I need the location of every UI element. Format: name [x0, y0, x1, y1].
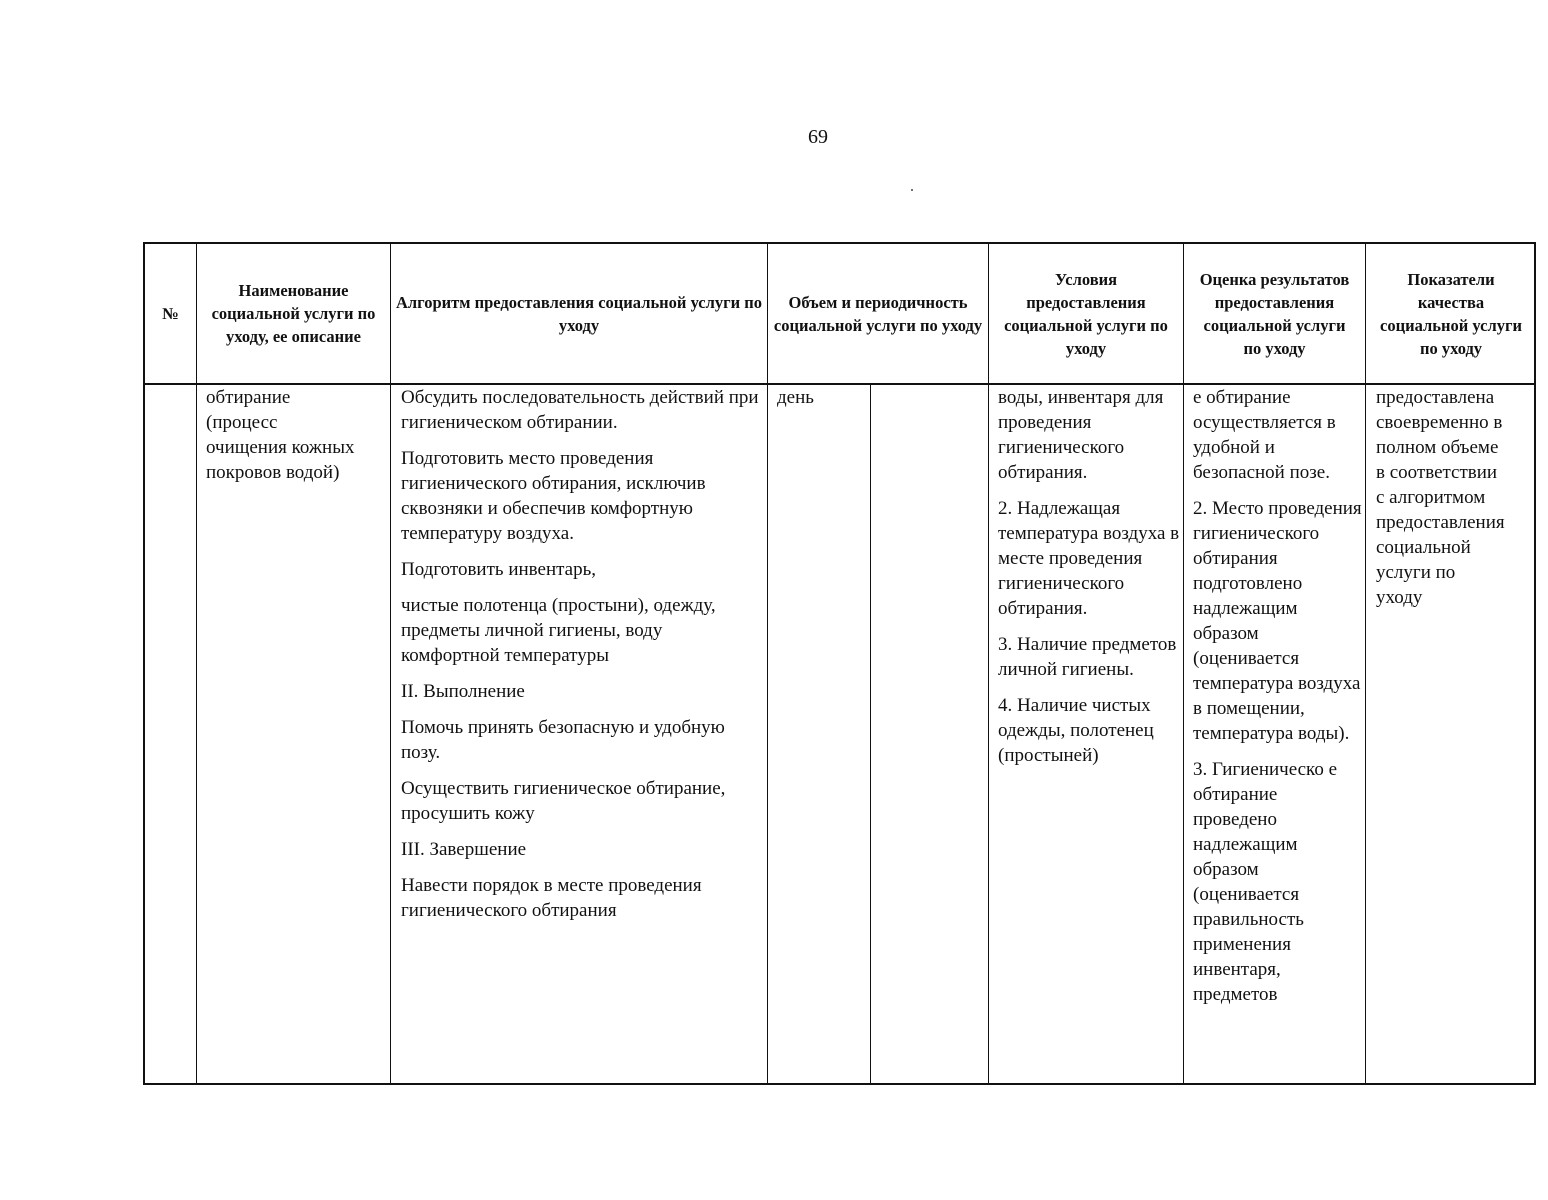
quality-line: социальной — [1376, 537, 1471, 558]
cell-quality — [1376, 385, 1536, 610]
quality-line: своевременно в — [1376, 412, 1503, 433]
service-table — [143, 242, 1536, 1085]
algorithm-step: Подготовить место проведения гигиенического обтирания, исключив сквозняки и обеспечив комфортную температуру воздуха. — [401, 448, 706, 544]
algorithm-section-heading: III. Завершение — [401, 839, 527, 860]
algorithm-section-heading: II. Выполнение — [401, 681, 525, 702]
evaluation-item: е обтирание осуществляется в удобной и безопасной позе. — [1193, 387, 1336, 483]
evaluation-item: 2. Место проведения гигиенического обтирания подготовлено надлежащим образом (оценивается температура воздуха в помещении, температура воды). — [1193, 498, 1362, 744]
algorithm-step: Навести порядок в месте проведения гигиенического обтирания — [401, 875, 702, 921]
condition-item: 3. Наличие предметов личной гигиены. — [998, 634, 1177, 680]
quality-line: в соответствии — [1376, 462, 1498, 483]
header-evaluation: Оценка результатов предоставления социальной услуги по уходу — [1199, 269, 1350, 358]
evaluation-item: 3. Гигиеническо е обтирание проведено надлежащим образом (оценивается правильность применения инвентаря, предметов — [1193, 759, 1338, 1005]
quality-line: предоставлена — [1376, 387, 1495, 408]
quality-line: с алгоритмом — [1376, 487, 1486, 508]
header-algorithm: Алгоритм предоставления социальной услуги по уходу — [395, 292, 763, 335]
scan-speck — [911, 189, 913, 191]
cell-evaluation — [1193, 385, 1363, 1018]
service-name-line: очищения кожных — [206, 437, 355, 458]
service-name-line: покровов водой) — [206, 462, 340, 483]
condition-item: воды, инвентаря для проведения гигиенического обтирания. — [998, 387, 1164, 483]
volume-subdivider — [870, 385, 871, 1083]
page-number: 69 — [808, 126, 828, 148]
algorithm-step: Осуществить гигиеническое обтирание, просушить кожу — [401, 778, 726, 824]
quality-line: услуги по — [1376, 562, 1456, 583]
cell-service-name — [206, 385, 388, 485]
service-name-line: (процесс — [206, 412, 278, 433]
algorithm-step: Подготовить инвентарь, — [401, 559, 597, 580]
quality-line: уходу — [1376, 587, 1423, 608]
header-quality: Показатели качества социальной услуги по уходу — [1380, 269, 1522, 358]
cell-volume: день — [777, 387, 814, 408]
cell-algorithm — [401, 385, 763, 934]
algorithm-step: чистые полотенца (простыни), одежду, предметы личной гигиены, воду комфортной температуры — [401, 595, 716, 666]
header-conditions: Условия предоставления социальной услуги по уходу — [1004, 269, 1168, 358]
quality-line: полном объеме — [1376, 437, 1499, 458]
cell-conditions — [998, 385, 1180, 779]
service-name-line: обтирание — [206, 387, 291, 408]
condition-item: 4. Наличие чистых одежды, полотенец (простыней) — [998, 695, 1154, 766]
header-number: № — [162, 304, 179, 323]
quality-line: предоставления — [1376, 512, 1505, 533]
header-service-name: Наименование социальной услуги по уходу, ее описание — [211, 281, 376, 346]
algorithm-step: Помочь принять безопасную и удобную позу. — [401, 717, 725, 763]
algorithm-step: Обсудить последовательность действий при гигиеническом обтирании. — [401, 387, 759, 433]
header-volume: Объем и периодичность социальной услуги по уходу — [773, 292, 983, 335]
condition-item: 2. Надлежащая температура воздуха в месте проведения гигиенического обтирания. — [998, 498, 1180, 619]
